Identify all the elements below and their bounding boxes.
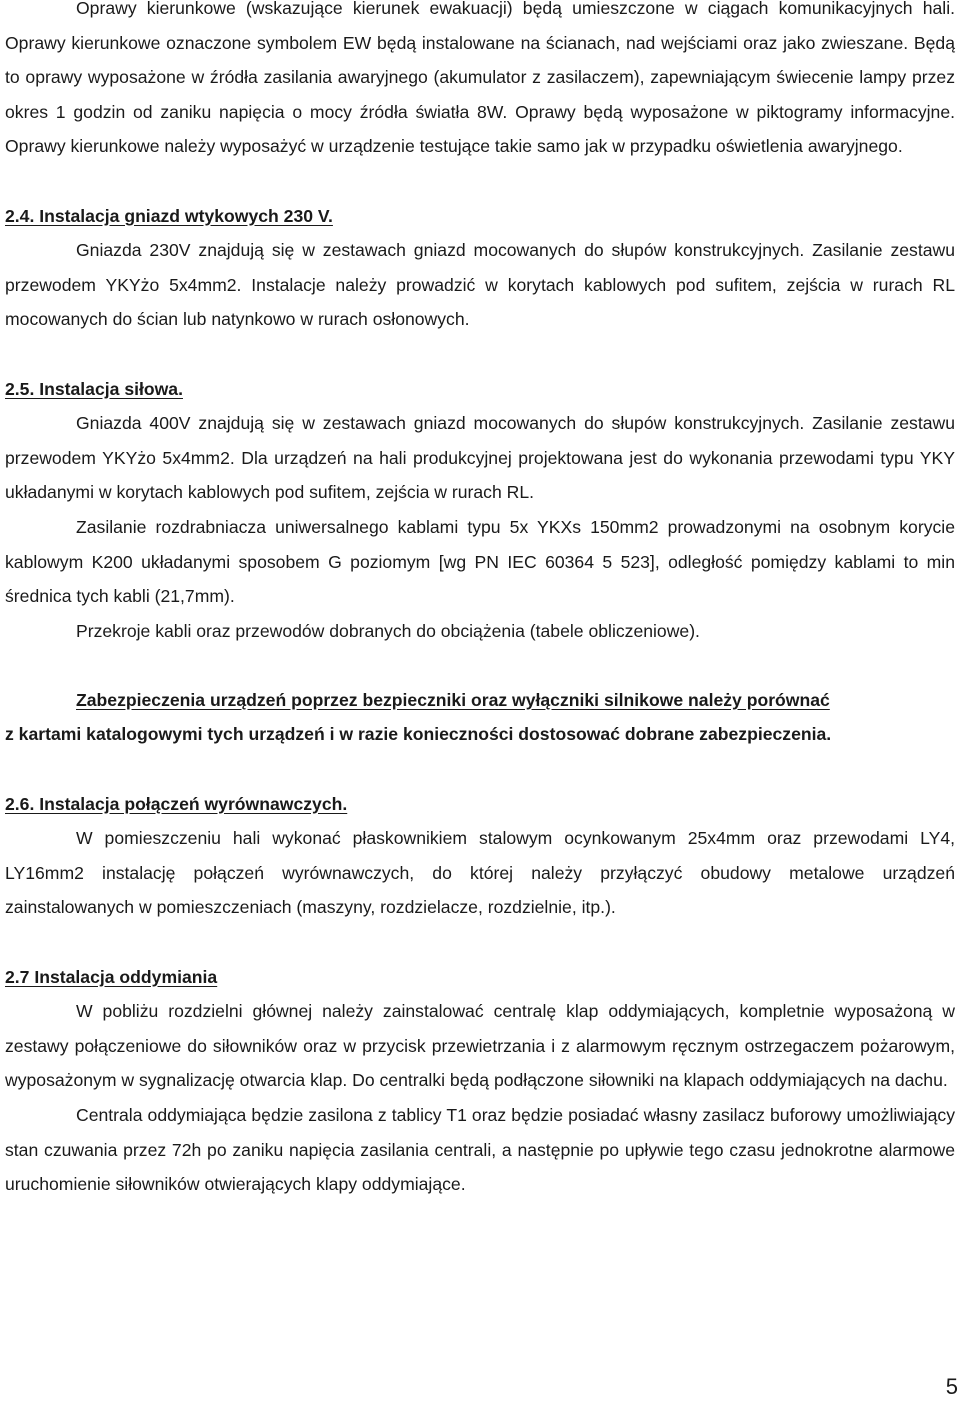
protection-note-rest: z kartami katalogowymi tych urządzeń i w razie konieczności dostosować dobrane zabezpieczenia. — [5, 724, 832, 745]
page-number: 5 — [945, 1374, 958, 1399]
paragraph-protection-note — [5, 683, 955, 752]
paragraph-power-installation: Gniazda 400V znajdują się w zestawach gniazd mocowanych do słupów konstrukcyjnych. Zasilanie zestawu przewodem YKYżo 5x4mm2. Dla urządzeń na hali produkcyjnej projektowana jest do wykonania przewodami typu YKY układanymi w korytach kablowych pod sufitem, zejścia w rurach RL. — [5, 413, 955, 503]
heading-section-2-6: 2.6. Instalacja połączeń wyrównawczych. — [5, 793, 348, 814]
paragraph-emergency-lighting: Oprawy kierunkowe (wskazujące kierunek ewakuacji) będą umieszczone w ciągach komunikacyjnych hali. Oprawy kierunkowe oznaczone symbolem EW będą instalowane na ścianach, nad wejściami oraz jako zwieszane. Będą to oprawy wyposażone w źródła zasilania awaryjnego (akumulator z zasilaczem), zapewniającym świecenie lampy przez okres 1 godzin od zaniku napięcia o mocy źródła światła 8W. Oprawy będą wyposażone w piktogramy informacyjne. Oprawy kierunkowe należy wyposażyć w urządzenie testujące takie samo jak w przypadku oświetlenia awaryjnego. — [5, 0, 955, 157]
paragraph-cable-sections: Przekroje kabli oraz przewodów dobranych do obciążenia (tabele obliczeniowe). — [76, 620, 700, 641]
heading-section-2-4: 2.4. Instalacja gniazd wtykowych 230 V. — [5, 205, 333, 226]
heading-section-2-7: 2.7 Instalacja oddymiania — [5, 966, 218, 987]
paragraph-shredder-supply: Zasilanie rozdrabniacza uniwersalnego kablami typu 5x YKXs 150mm2 prowadzonymi na osobnym korycie kablowym K200 układanymi sposobem G poziomym [wg PN IEC 60364 5 523], odległość pomiędzy kablami to min średnica tych kabli (21,7mm). — [5, 516, 955, 607]
heading-section-2-5: 2.5. Instalacja siłowa. — [5, 378, 183, 399]
paragraph-smoke-control-panel: W pobliżu rozdzielni głównej należy zainstalować centralę klap oddymiających, kompletnie wyposażoną w zestawy połączeniowe do siłowników oraz w przycisk przewietrzania i z alarmowym ręcznym ostrzegaczem pożarowym, wyposażonym w sygnalizację otwarcia klap. Do centralki będą podłączone siłowniki na klapach oddymiających na dachu. — [5, 1001, 955, 1091]
protection-note-underlined: Zabezpieczenia urządzeń poprzez bezpieczniki oraz wyłączniki silnikowe należy porównać — [76, 689, 830, 710]
paragraph-socket-installation: Gniazda 230V znajdują się w zestawach gniazd mocowanych do słupów konstrukcyjnych. Zasilanie zestawu przewodem YKYżo 5x4mm2. Instalacje należy prowadzić w korytach kablowych pod sufitem, zejścia w rurach RL mocowanych do ścian lub natynkowo w rurach osłonowych. — [5, 240, 955, 330]
paragraph-smoke-control-power: Centrala oddymiająca będzie zasilona z tablicy T1 oraz będzie posiadać własny zasilacz buforowy umożliwiający stan czuwania przez 72h po zaniku napięcia zasilania centrali, a następnie po upływie tego czasu jednokrotne alarmowe uruchomienie siłowników otwierających klapy oddymiające. — [5, 1105, 955, 1195]
document-page — [5, 0, 955, 1202]
paragraph-equipotential-bonding: W pomieszczeniu hali wykonać płaskownikiem stalowym ocynkowanym 25x4mm oraz przewodami LY4, LY16mm2 instalację połączeń wyrównawczych, do której należy przyłączyć obudowy metalowe urządzeń zainstalowanych w pomieszczeniach (maszyny, rozdzielacze, rozdzielnie, itp.). — [5, 828, 955, 918]
